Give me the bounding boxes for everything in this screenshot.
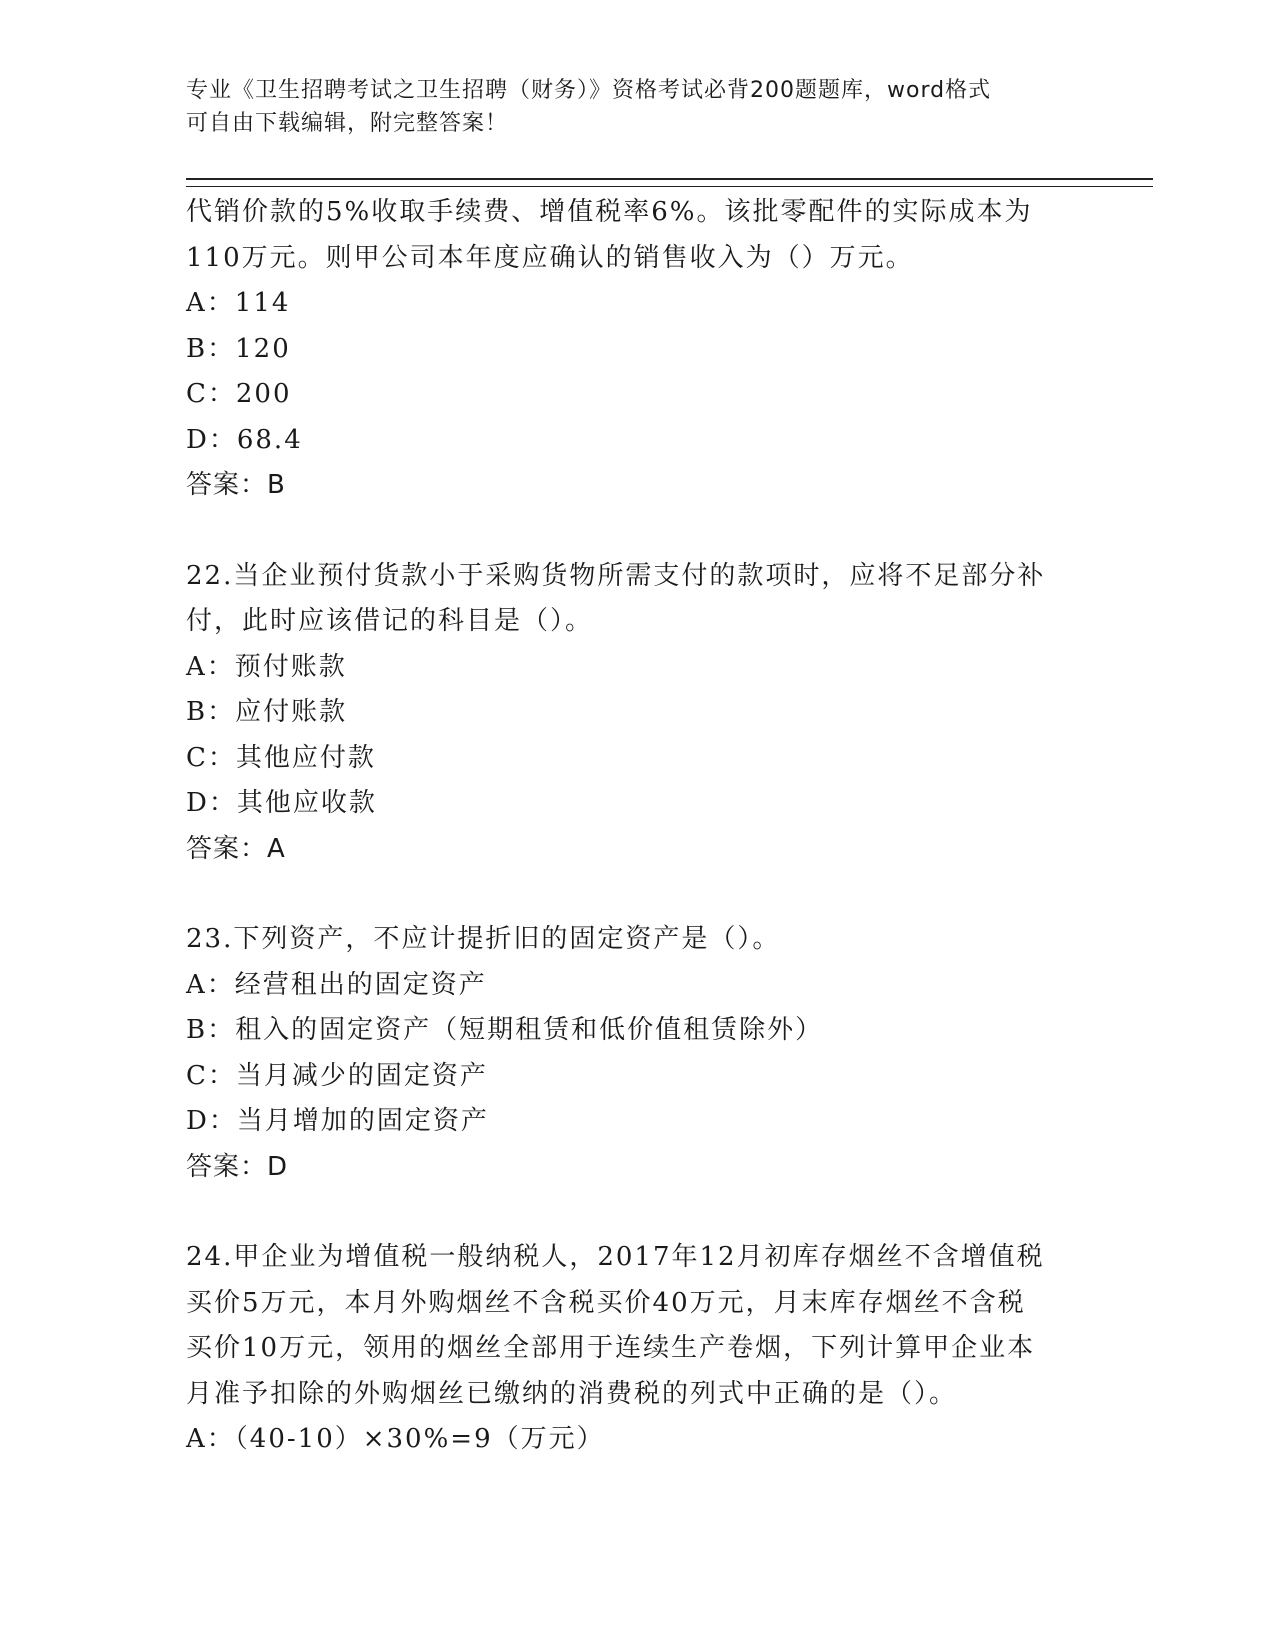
question-23 (186, 917, 1086, 1190)
option-c: C：200 (186, 379, 292, 409)
option-d: D：当月增加的固定资产 (186, 1106, 489, 1136)
spacer (186, 1190, 1086, 1235)
option-b: B：120 (186, 333, 291, 364)
question-22 (186, 554, 1086, 873)
answer: 答案：B (186, 470, 286, 500)
option-d: D：其他应收款 (186, 788, 377, 818)
question-21 (186, 190, 1086, 509)
option-c: C：其他应付款 (186, 742, 376, 773)
option-b: B：应付账款 (186, 697, 348, 727)
option-a: A：经营租出的固定资产 (186, 969, 487, 1000)
question-text-line: 110万元。则甲公司本年度应确认的销售收入为（）万元。 (186, 242, 914, 273)
option-a: A：预付账款 (186, 651, 347, 682)
question-text-line: 买价10万元，领用的烟丝全部用于连续生产卷烟，下列计算甲企业本 (186, 1333, 1036, 1363)
header-divider (186, 178, 1153, 187)
question-text-line: 买价5万元，本月外购烟丝不含税买价40万元，月末库存烟丝不含税 (186, 1287, 1026, 1318)
option-c: C：当月减少的固定资产 (186, 1060, 488, 1091)
document-header (186, 74, 1086, 140)
question-text-line: 23.下列资产，不应计提折旧的固定资产是（）。 (186, 924, 781, 954)
spacer (186, 509, 1086, 554)
question-text-line: 月准予扣除的外购烟丝已缴纳的消费税的列式中正确的是（）。 (186, 1378, 958, 1409)
header-title-line-2: 可自由下载编辑，附完整答案！ (186, 111, 509, 136)
option-a: A：114 (186, 288, 291, 318)
question-text-line: 22.当企业预付货款小于采购货物所需支付的款项时，应将不足部分补 (186, 560, 1046, 591)
question-24 (186, 1235, 1086, 1463)
answer: 答案：D (186, 1151, 289, 1182)
question-text-line: 代销价款的5%收取手续费、增值税率6%。该批零配件的实际成本为 (186, 197, 1033, 227)
question-text-line: 付，此时应该借记的科目是（）。 (186, 606, 594, 636)
question-text-line: 24.甲企业为增值税一般纳税人，2017年12月初库存烟丝不含增值税 (186, 1242, 1045, 1272)
header-title-line-1: 专业《卫生招聘考试之卫生招聘（财务）》资格考试必背200题题库，word格式 (186, 78, 992, 103)
answer: 答案：A (186, 833, 286, 864)
spacer (186, 872, 1086, 917)
option-d: D：68.4 (186, 424, 303, 455)
question-list (186, 190, 1086, 1463)
option-a: A：（40-10）×30%=9（万元） (186, 1424, 605, 1454)
option-b: B：租入的固定资产（短期租赁和低价值租赁除外） (186, 1015, 824, 1045)
